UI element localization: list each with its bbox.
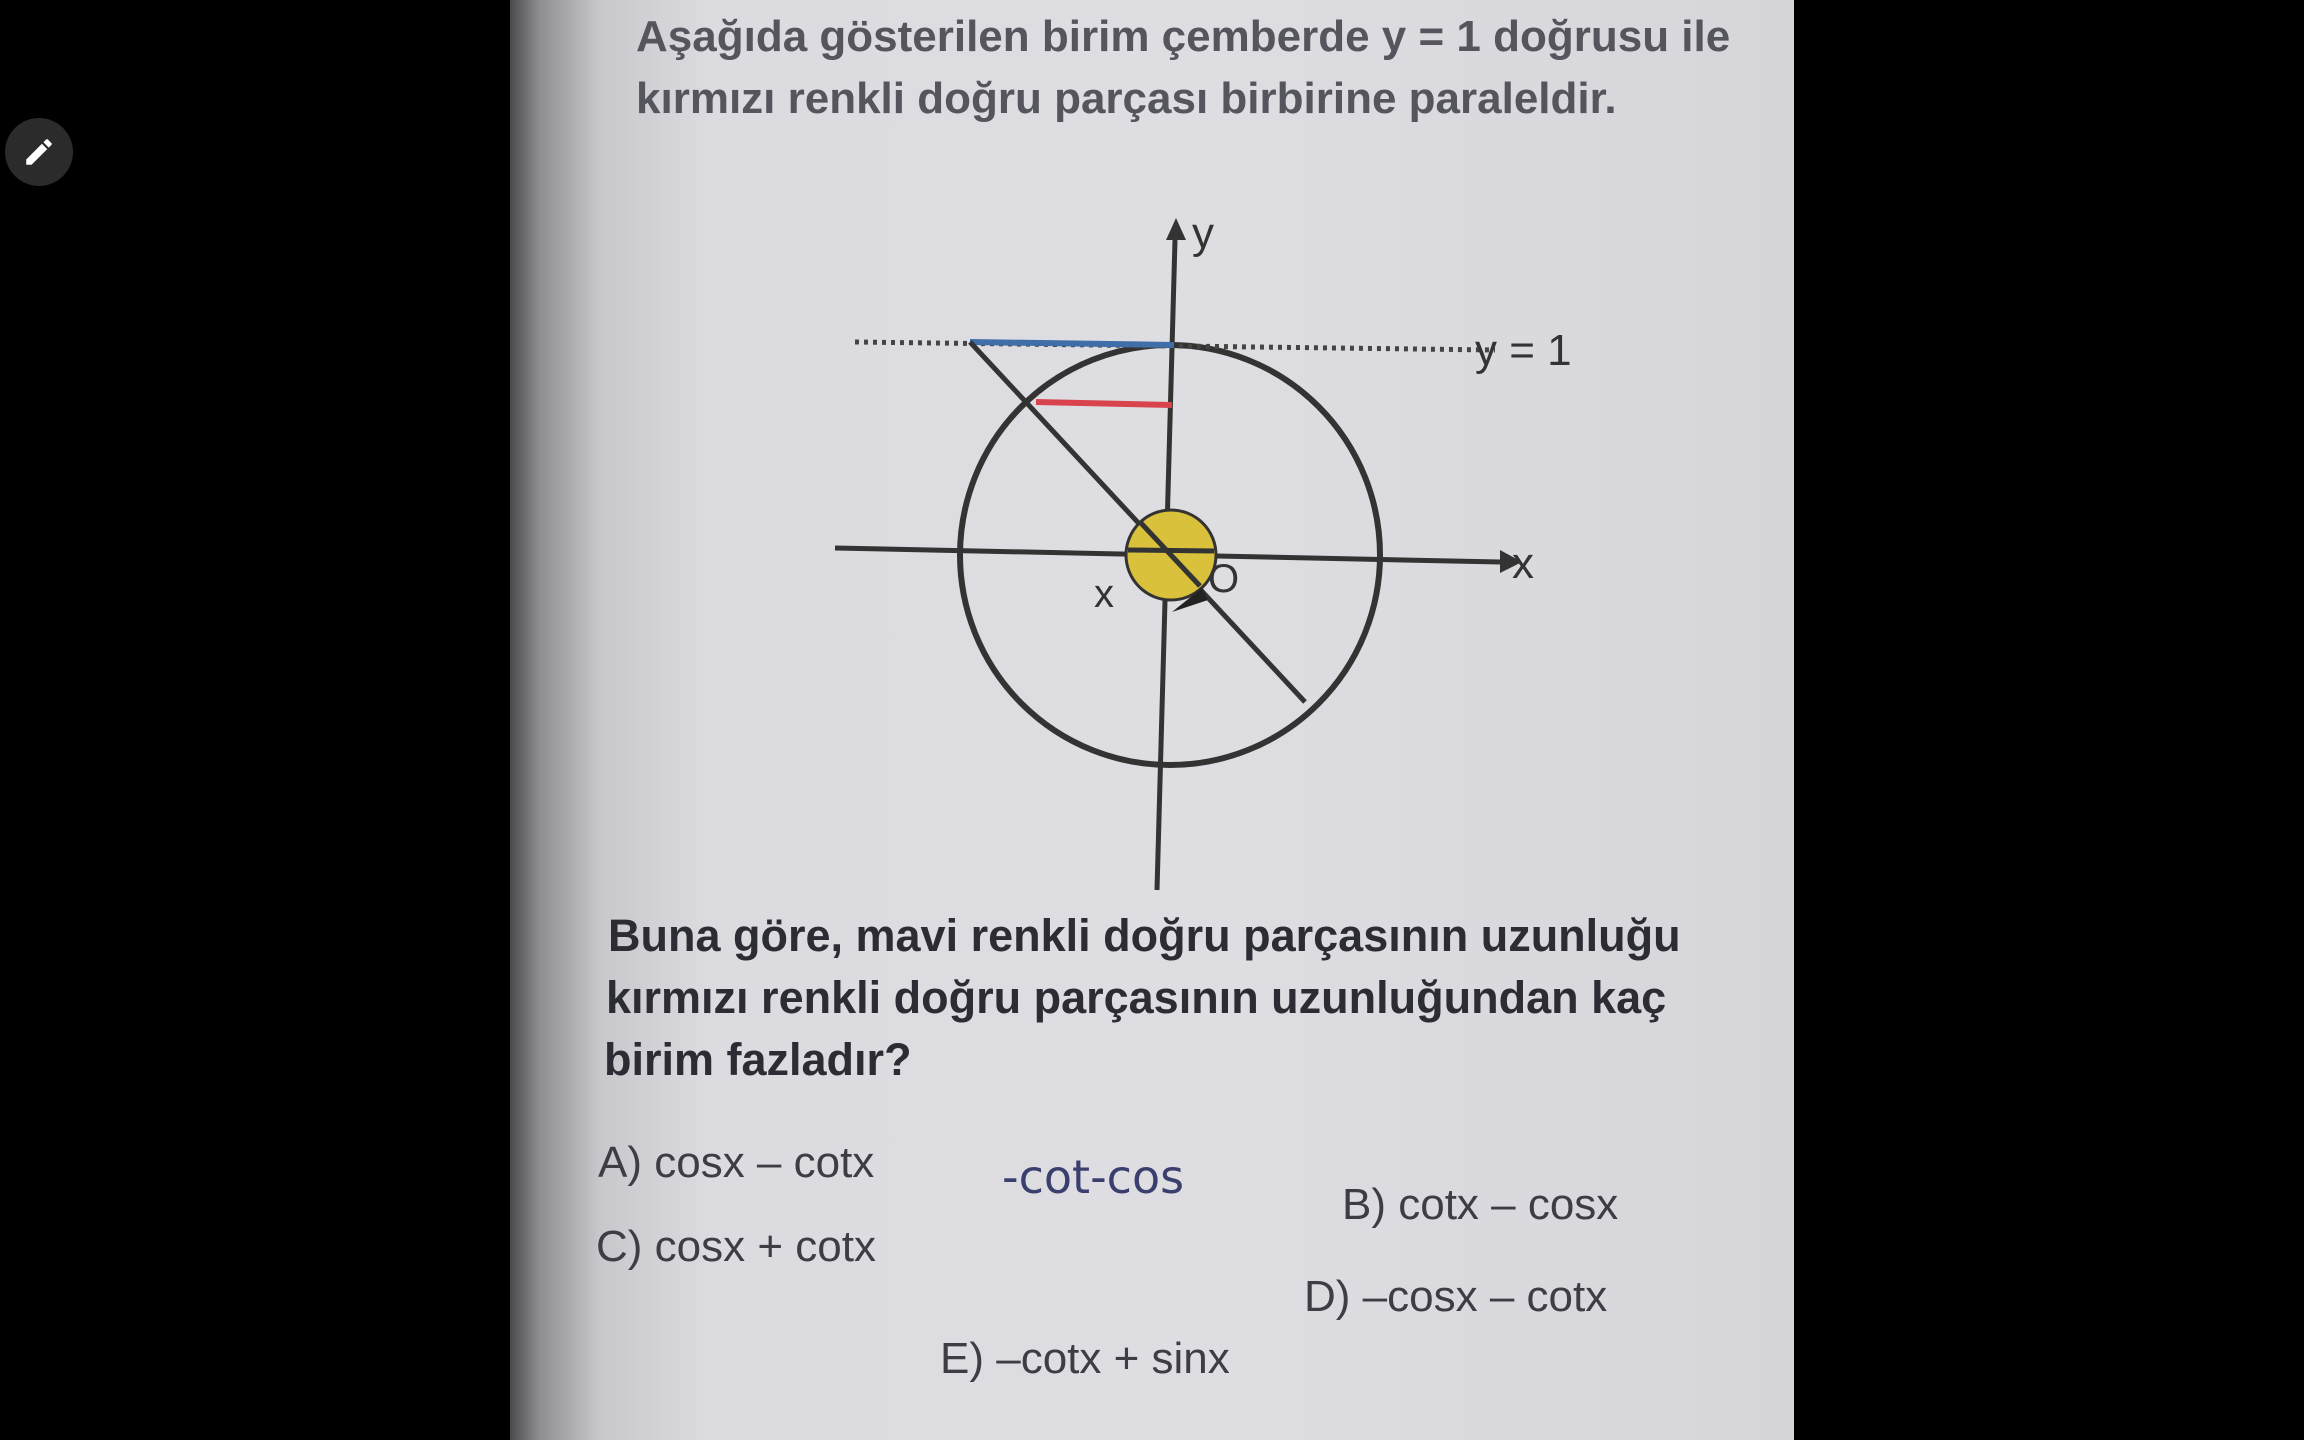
option-a: A) cosx – cotx [598, 1138, 875, 1187]
intro-line-1: Aşağıda gösterilen birim çemberde y = 1 doğrusu ile [636, 12, 1731, 61]
y-axis-label: y [1192, 209, 1214, 258]
y-axis-arrow-icon [1166, 218, 1186, 240]
question-line-3: birim fazladır? [604, 1034, 912, 1085]
terminal-ray [970, 342, 1305, 702]
handwritten-note: -cot-cos [1002, 1150, 1185, 1204]
x-axis-label: x [1512, 539, 1534, 588]
intro-line-2: kırmızı renkli doğru parçası birbirine paraleldir. [636, 74, 1617, 123]
option-e: E) –cotx + sinx [940, 1334, 1230, 1383]
x-axis-overlay [1128, 550, 1214, 551]
y-equals-1-label: y = 1 [1475, 326, 1572, 375]
edit-button[interactable] [5, 118, 73, 186]
textbook-photo [510, 0, 1794, 1440]
unit-circle-figure [510, 0, 1794, 900]
origin-label: O [1208, 557, 1240, 601]
angle-label: x [1094, 572, 1114, 616]
option-d: D) –cosx – cotx [1304, 1272, 1608, 1321]
question-line-2: kırmızı renkli doğru parçasının uzunluğundan kaç [606, 972, 1667, 1023]
red-segment [1036, 402, 1172, 405]
option-c: C) cosx + cotx [596, 1222, 876, 1271]
option-b: B) cotx – cosx [1342, 1180, 1619, 1229]
pencil-icon [22, 135, 56, 169]
question-line-1: Buna göre, mavi renkli doğru parçasının uzunluğu [608, 910, 1681, 961]
blue-segment [970, 342, 1174, 345]
